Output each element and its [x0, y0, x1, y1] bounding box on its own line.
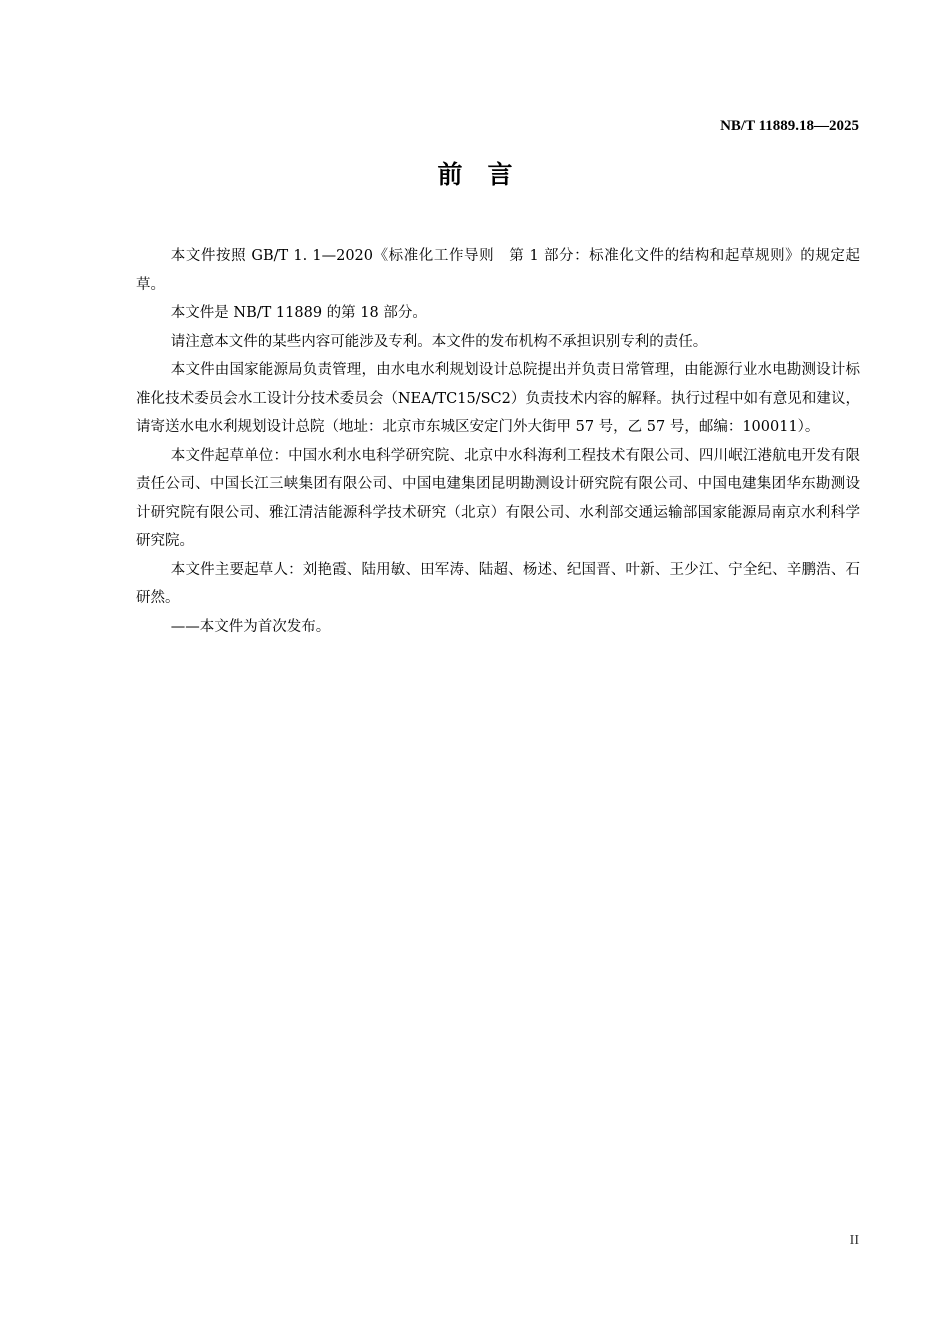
paragraph-drafting-units: 本文件起草单位：中国水利水电科学研究院、北京中水科海利工程技术有限公司、四川岷江港航电开发有限责任公司、中国长江三峡集团有限公司、中国电建集团昆明勘测设计研究院有限公司、中国电建集团华东勘测设计研究院有限公司、雅江清洁能源科学技术研究（北京）有限公司、水利部交通运输部国家能源局南京水利科学研究院。	[136, 447, 860, 549]
paragraph-management: 本文件由国家能源局负责管理，由水电水利规划设计总院提出并负责日常管理，由能源行业水电勘测设计标准化技术委员会水工设计分技术委员会（NEA/TC15/SC2）负责技术内容的解释。执行过程中如有意见和建议，请寄送水电水利规划设计总院（地址：北京市东城区安定门外大街甲 57 号，乙 57 号，邮编：100011）。	[136, 362, 860, 435]
paragraph-patent-notice: 请注意本文件的某些内容可能涉及专利。本文件的发布机构不承担识别专利的责任。	[170, 333, 708, 350]
document-code: NB/T 11889.18—2025	[720, 118, 859, 134]
page-title: 前 言	[437, 160, 513, 189]
paragraph-drafters: 本文件主要起草人：刘艳霞、陆用敏、田军涛、陆超、杨述、纪国晋、叶新、王少江、宁全纪、辛鹏浩、石研然。	[136, 561, 860, 606]
paragraph-part-number: 本文件是 NB/T 11889 的第 18 部分。	[170, 305, 427, 321]
foreword-body	[136, 242, 860, 641]
paragraph-drafting-rules: 本文件按照 GB/T 1. 1—2020《标准化工作导则 第 1 部分：标准化文件的结构和起草规则》的规定起草。	[136, 248, 860, 293]
page-number: II	[849, 1233, 859, 1248]
paragraph-first-release: ——本文件为首次发布。	[170, 618, 331, 635]
